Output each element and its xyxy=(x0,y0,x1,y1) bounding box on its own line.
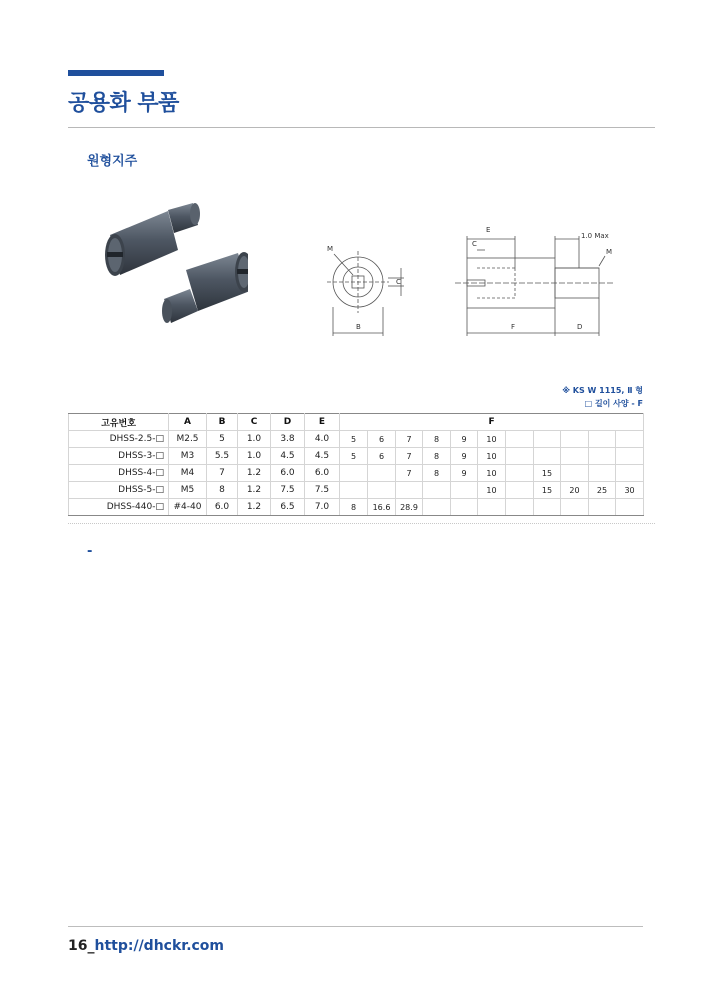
cell-f-8: 15 xyxy=(534,465,561,482)
cell-a: #4-40 xyxy=(169,499,207,516)
cell-c: 1.2 xyxy=(238,499,271,516)
cell-f-2: 16.6 xyxy=(368,499,396,516)
cell-f-8: 15 xyxy=(534,482,561,499)
section-title: 원형지주 xyxy=(87,154,138,169)
cell-f-7 xyxy=(506,431,534,448)
page-number: 16_ xyxy=(68,938,95,954)
title-accent-bar xyxy=(68,70,164,76)
header-d: D xyxy=(271,414,305,431)
cell-f-2 xyxy=(368,465,396,482)
cell-a: M4 xyxy=(169,465,207,482)
cell-f-3 xyxy=(396,482,423,499)
cell-f-4: 8 xyxy=(423,431,451,448)
standoff-lower xyxy=(162,252,248,323)
cell-f-11 xyxy=(616,431,644,448)
header-e: E xyxy=(305,414,340,431)
header-b: B xyxy=(207,414,238,431)
header-code: 고유번호 xyxy=(69,414,169,431)
table-row xyxy=(69,482,644,499)
cell-f-6: 10 xyxy=(478,482,506,499)
header-f: F xyxy=(340,414,644,431)
cell-f-1: 8 xyxy=(340,499,368,516)
cell-e: 6.0 xyxy=(305,465,340,482)
cell-b: 5 xyxy=(207,431,238,448)
cell-f-5 xyxy=(451,482,478,499)
cell-f-11 xyxy=(616,499,644,516)
cell-f-2 xyxy=(368,482,396,499)
table-row xyxy=(69,465,644,482)
cell-b: 6.0 xyxy=(207,499,238,516)
cell-f-6: 10 xyxy=(478,465,506,482)
cell-c: 1.2 xyxy=(238,465,271,482)
cell-f-7 xyxy=(506,448,534,465)
cell-f-4: 8 xyxy=(423,448,451,465)
cell-f-3: 7 xyxy=(396,431,423,448)
cell-f-2: 6 xyxy=(368,448,396,465)
title-divider xyxy=(68,127,655,128)
section-mark: - xyxy=(87,544,93,559)
cell-f-5 xyxy=(451,499,478,516)
header-a: A xyxy=(169,414,207,431)
table-row xyxy=(69,431,644,448)
cell-b: 8 xyxy=(207,482,238,499)
cell-f-11 xyxy=(616,465,644,482)
table-row xyxy=(69,448,644,465)
cell-code: DHSS-2.5-□ xyxy=(69,431,169,448)
product-photo xyxy=(98,195,248,345)
cell-f-2: 6 xyxy=(368,431,396,448)
side-label-d: D xyxy=(577,323,583,331)
cell-b: 5.5 xyxy=(207,448,238,465)
side-label-m: M xyxy=(606,248,613,256)
cell-b: 7 xyxy=(207,465,238,482)
cell-a: M5 xyxy=(169,482,207,499)
cell-f-11: 30 xyxy=(616,482,644,499)
section-divider xyxy=(68,523,655,524)
cell-f-6: 10 xyxy=(478,448,506,465)
side-label-c: C xyxy=(472,240,477,248)
spec-table xyxy=(68,413,644,516)
footer xyxy=(68,938,224,954)
cell-c: 1.0 xyxy=(238,431,271,448)
website-link[interactable]: http://dhckr.com xyxy=(94,938,225,954)
cell-f-9 xyxy=(561,431,589,448)
cell-f-1 xyxy=(340,482,368,499)
cell-d: 6.5 xyxy=(271,499,305,516)
page-title: 공용화 부품 xyxy=(68,91,179,116)
cell-f-6 xyxy=(478,499,506,516)
cell-f-5: 9 xyxy=(451,431,478,448)
header-c: C xyxy=(238,414,271,431)
cell-f-7 xyxy=(506,482,534,499)
cell-d: 4.5 xyxy=(271,448,305,465)
cell-f-9 xyxy=(561,499,589,516)
cell-e: 4.5 xyxy=(305,448,340,465)
cell-d: 7.5 xyxy=(271,482,305,499)
cell-f-9 xyxy=(561,465,589,482)
cell-f-5: 9 xyxy=(451,448,478,465)
cell-f-1 xyxy=(340,465,368,482)
cell-d: 3.8 xyxy=(271,431,305,448)
cell-f-8 xyxy=(534,448,561,465)
standoff-upper xyxy=(105,203,200,276)
cell-f-11 xyxy=(616,448,644,465)
cell-f-10 xyxy=(589,465,616,482)
cell-f-10 xyxy=(589,448,616,465)
cell-f-5: 9 xyxy=(451,465,478,482)
cell-f-10: 25 xyxy=(589,482,616,499)
cell-f-1: 5 xyxy=(340,431,368,448)
cell-f-3: 7 xyxy=(396,448,423,465)
cell-f-4 xyxy=(423,499,451,516)
front-label-b: B xyxy=(356,323,361,331)
cell-f-7 xyxy=(506,499,534,516)
cell-c: 1.2 xyxy=(238,482,271,499)
cell-d: 6.0 xyxy=(271,465,305,482)
standard-note: ※ KS W 1115, Ⅱ 형 xyxy=(562,386,643,395)
cell-f-10 xyxy=(589,499,616,516)
footer-divider xyxy=(68,926,643,927)
cell-f-9: 20 xyxy=(561,482,589,499)
cell-f-3: 7 xyxy=(396,465,423,482)
table-row xyxy=(69,499,644,516)
cell-code: DHSS-3-□ xyxy=(69,448,169,465)
front-view-drawing xyxy=(322,238,412,343)
cell-f-1: 5 xyxy=(340,448,368,465)
cell-f-8 xyxy=(534,499,561,516)
front-label-m: M xyxy=(327,245,334,253)
cell-f-6: 10 xyxy=(478,431,506,448)
cell-f-8 xyxy=(534,431,561,448)
cell-code: DHSS-5-□ xyxy=(69,482,169,499)
cell-e: 4.0 xyxy=(305,431,340,448)
cell-f-4: 8 xyxy=(423,465,451,482)
side-label-e: E xyxy=(486,226,491,234)
front-label-c: C xyxy=(396,278,401,286)
table-header-row xyxy=(69,414,644,431)
cell-f-9 xyxy=(561,448,589,465)
side-label-max: 1.0 Max xyxy=(581,232,609,240)
side-label-f: F xyxy=(511,323,516,331)
cell-f-3: 28.9 xyxy=(396,499,423,516)
length-note: □ 길이 사양 - F xyxy=(584,399,643,408)
cell-f-7 xyxy=(506,465,534,482)
cell-a: M3 xyxy=(169,448,207,465)
cell-code: DHSS-440-□ xyxy=(69,499,169,516)
cell-c: 1.0 xyxy=(238,448,271,465)
cell-a: M2.5 xyxy=(169,431,207,448)
cell-e: 7.0 xyxy=(305,499,340,516)
cell-f-10 xyxy=(589,431,616,448)
cell-f-4 xyxy=(423,482,451,499)
cell-e: 7.5 xyxy=(305,482,340,499)
cell-code: DHSS-4-□ xyxy=(69,465,169,482)
